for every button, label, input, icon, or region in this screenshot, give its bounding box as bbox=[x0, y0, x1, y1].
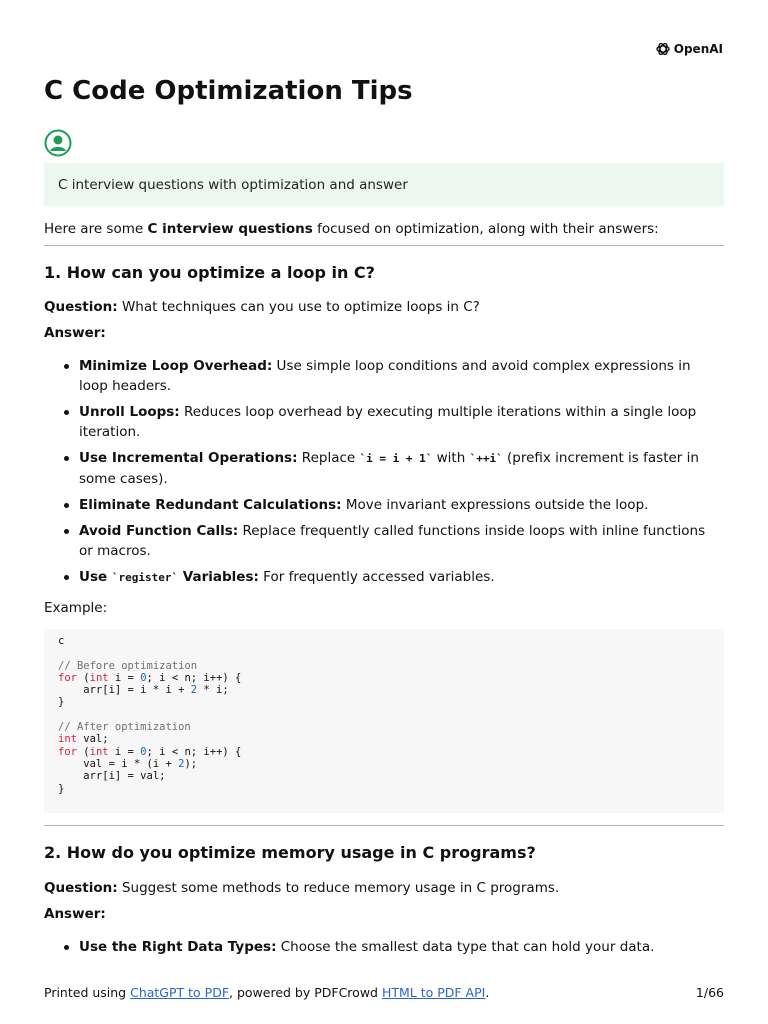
bullet-title: Eliminate Redundant Calculations: bbox=[79, 497, 342, 513]
user-avatar-icon bbox=[44, 129, 72, 157]
list-item bbox=[44, 521, 724, 561]
openai-logo bbox=[655, 41, 723, 57]
inline-code: `++i` bbox=[469, 452, 503, 465]
code-line: arr[i] = i * i + 2 * i; bbox=[58, 684, 229, 697]
footer-text: . bbox=[485, 985, 490, 1000]
code-line: // Before optimization bbox=[58, 659, 198, 672]
question-paragraph bbox=[44, 878, 559, 898]
answer-label bbox=[44, 323, 106, 343]
code-content bbox=[58, 647, 710, 795]
answer-label-text: Answer: bbox=[44, 906, 106, 922]
bullet-title: Minimize Loop Overhead: bbox=[79, 358, 273, 374]
list-item bbox=[44, 495, 724, 515]
intro-text: Here are some bbox=[44, 221, 148, 237]
divider bbox=[44, 825, 724, 826]
list-item bbox=[44, 402, 724, 442]
bullet-text: For frequently accessed variables. bbox=[258, 569, 495, 585]
question-label: Question: bbox=[44, 880, 118, 896]
code-line: for (int i = 0; i < n; i++) { bbox=[58, 671, 242, 684]
footer-text: Printed using bbox=[44, 985, 131, 1000]
intro-bold: C interview questions bbox=[147, 221, 313, 237]
list-item bbox=[44, 567, 724, 588]
bullet-title: Use the Right Data Types: bbox=[79, 939, 277, 955]
bullet-title: Variables: bbox=[178, 569, 259, 585]
answer-label bbox=[44, 904, 106, 924]
bullet-title: Use Incremental Operations: bbox=[79, 450, 298, 466]
bullet-title: Avoid Function Calls: bbox=[79, 523, 239, 539]
bullet-title: Use bbox=[79, 569, 112, 585]
html-to-pdf-api-link[interactable]: HTML to PDF API bbox=[381, 985, 486, 1000]
bullet-text: Use simple loop conditions and avoid complex expressions in loop headers. bbox=[79, 358, 691, 394]
list-item bbox=[44, 356, 724, 396]
user-prompt bbox=[44, 163, 724, 206]
intro-paragraph bbox=[44, 219, 659, 239]
answer-label-text: Answer: bbox=[44, 325, 106, 341]
bullet-text: (prefix increment is faster in some cases). bbox=[79, 450, 699, 487]
question-text: Suggest some methods to reduce memory usage in C programs. bbox=[117, 880, 560, 896]
code-block bbox=[44, 629, 724, 813]
chatgpt-to-pdf-link[interactable]: ChatGPT to PDF bbox=[130, 985, 230, 1000]
code-line: // After optimization bbox=[58, 721, 191, 734]
inline-code: `i = i + 1` bbox=[359, 452, 433, 465]
list-item bbox=[44, 448, 724, 489]
logo-text: OpenAI bbox=[673, 42, 723, 56]
footer-credits bbox=[44, 985, 489, 1000]
page-title: C Code Optimization Tips bbox=[44, 76, 413, 106]
question-label: Question: bbox=[44, 299, 118, 315]
bullet-text: Choose the smallest data type that can hold your data. bbox=[276, 939, 655, 955]
code-line: int val; bbox=[58, 733, 109, 746]
answer-list bbox=[44, 356, 724, 594]
question-paragraph bbox=[44, 297, 480, 317]
example-label: Example: bbox=[44, 600, 108, 616]
code-line: val = i * (i + 2); bbox=[58, 757, 198, 770]
code-line: } bbox=[58, 782, 65, 795]
page-footer bbox=[44, 985, 724, 1000]
intro-text-end: focused on optimization, along with their answers: bbox=[312, 221, 659, 237]
openai-logo-icon bbox=[655, 41, 671, 57]
bullet-text: Replace bbox=[297, 450, 360, 466]
bullet-text: Replace frequently called functions inside loops with inline functions or macros. bbox=[79, 523, 706, 559]
footer-text: , powered by PDFCrowd bbox=[229, 985, 382, 1000]
section-heading: 2. How do you optimize memory usage in C programs? bbox=[44, 843, 536, 862]
bullet-text: Move invariant expressions outside the loop. bbox=[341, 497, 649, 513]
code-line: } bbox=[58, 696, 65, 709]
code-line: arr[i] = val; bbox=[58, 770, 166, 783]
code-line: for (int i = 0; i < n; i++) { bbox=[58, 745, 242, 758]
list-item bbox=[44, 937, 724, 957]
page-number: 1/66 bbox=[695, 985, 724, 1000]
question-text: What techniques can you use to optimize loops in C? bbox=[117, 299, 480, 315]
section-heading: 1. How can you optimize a loop in C? bbox=[44, 263, 375, 282]
bullet-text: with bbox=[432, 450, 470, 466]
inline-code: `register` bbox=[111, 571, 179, 584]
divider bbox=[44, 245, 724, 246]
bullet-text: Reduces loop overhead by executing multiple iterations within a single loop iteration. bbox=[79, 404, 697, 440]
user-prompt-text: C interview questions with optimization and answer bbox=[58, 176, 408, 193]
answer-list bbox=[44, 937, 724, 963]
code-language-label: c bbox=[58, 635, 65, 647]
bullet-title: Unroll Loops: bbox=[79, 404, 180, 420]
